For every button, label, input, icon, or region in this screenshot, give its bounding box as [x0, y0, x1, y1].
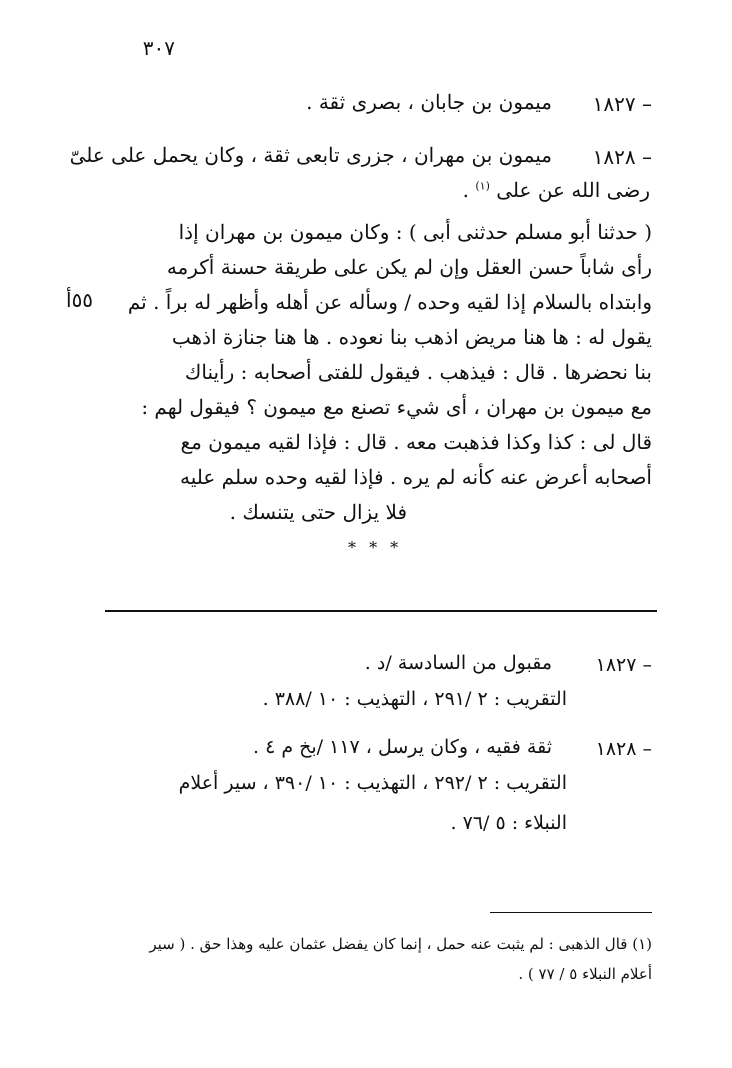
- narration-line-5: بنا نحضرها . قال : فيذهب . فيقول للفتى أصحابه : رأيناك: [184, 360, 652, 384]
- narration-line-6: مع ميمون بن مهران ، أى شيء تصنع مع ميمون ؟ فيقول لهم :: [141, 395, 652, 419]
- narration-line-8: أصحابه أعرض عنه كأنه لم يره . فإذا لقيه وحده سلم عليه: [180, 465, 652, 489]
- narration-line-7: قال لى : كذا وكذا فذهبت معه . قال : فإذا لقيه ميمون مع: [180, 430, 652, 454]
- footnote-line-1: (١) قال الذهبى : لم يثبت عنه حمل ، إنما كان يفضل عثمان عليه وهذا حق . ( سير: [149, 935, 652, 953]
- narration-line-2: رأى شاباً حسن العقل وإن لم يكن على طريقة حسنة أكرمه: [166, 255, 652, 279]
- entry-1828-text: رضى الله عن على: [496, 178, 650, 202]
- section-separator: * * *: [348, 538, 403, 557]
- narration-line-1: ( حدثنا أبو مسلم حدثنى أبى ) : وكان ميمون بن مهران إذا: [178, 220, 652, 244]
- note-1827-line-2: التقريب : ٢ /٢٩١ ، التهذيب : ١٠ /٣٨٨ .: [262, 688, 567, 710]
- entry-1827-text: ميمون بن جابان ، بصرى ثقة .: [306, 90, 552, 114]
- note-number-1827: ١٨٢٧ –: [595, 654, 652, 676]
- page-number: ٣٠٧: [142, 36, 175, 60]
- note-number-1828: ١٨٢٨ –: [595, 738, 652, 760]
- note-1828-line-3: النبلاء : ٥ /٧٦ .: [450, 812, 567, 834]
- entry-1828-line-2: [463, 178, 650, 202]
- entry-1828-line-1: ميمون بن مهران ، جزرى تابعى ثقة ، وكان يحمل على علىّ: [69, 143, 552, 167]
- manuscript-folio-ref: ٥٥أ: [66, 288, 94, 312]
- footnote-reference: (١): [475, 179, 490, 193]
- footnote-line-2: أعلام النبلاء ٥ / ٧٧ ) .: [518, 965, 652, 983]
- note-1828-line-2: التقريب : ٢ /٢٩٢ ، التهذيب : ١٠ /٣٩٠ ، سير أعلام: [178, 772, 567, 794]
- note-1828-line-1: ثقة فقيه ، وكان يرسل ، ١١٧ /بخ م ٤ .: [252, 736, 552, 758]
- entry-number-1828: ١٨٢٨ –: [592, 145, 652, 169]
- horizontal-rule: [105, 610, 657, 612]
- narration-line-3: وابتداه بالسلام إذا لقيه وحده / وسأله عن أهله وأظهر له براً . ثم: [127, 290, 652, 314]
- narration-line-4: يقول له : ها هنا مريض اذهب بنا نعوده . ها هنا جنازة اذهب: [171, 325, 652, 349]
- footnote-rule: [490, 912, 652, 913]
- entry-1828-tail: .: [462, 178, 469, 202]
- note-1827-line-1: مقبول من السادسة /د .: [364, 652, 552, 674]
- narration-line-9: فلا يزال حتى يتنسك .: [229, 500, 407, 524]
- entry-number-1827: ١٨٢٧ –: [592, 92, 652, 116]
